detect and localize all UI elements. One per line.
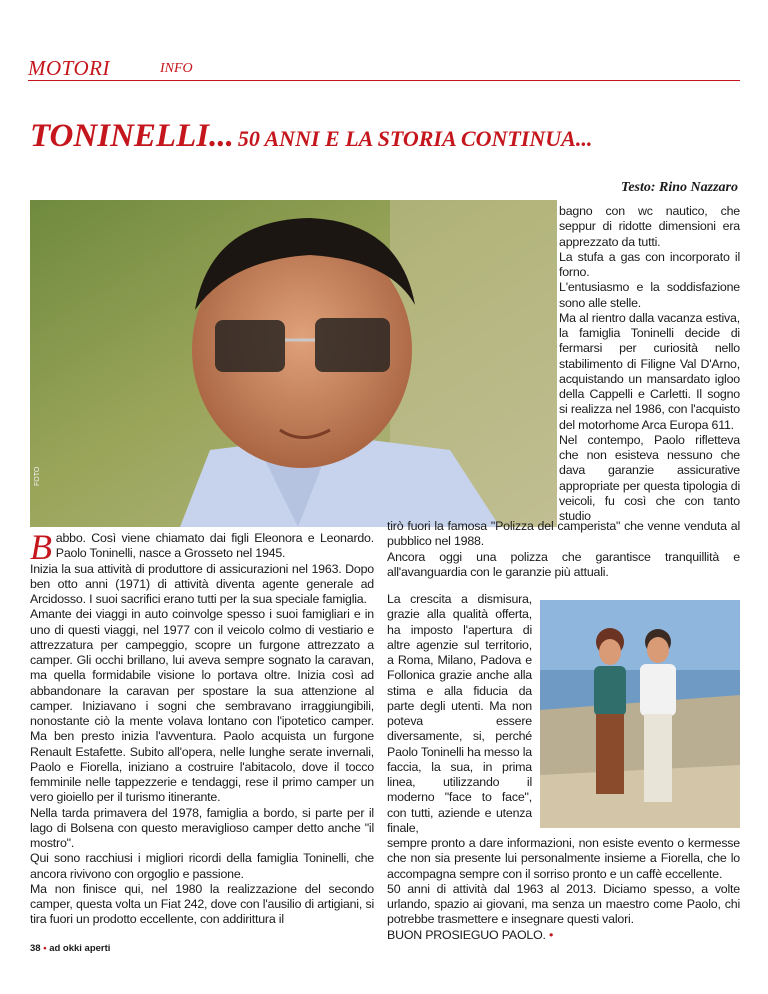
paragraph: Nel contempo, Paolo rifletteva che non esisteva nessuno che dava garanzie assicurative appropriate per questa tipologia di veicoli, fu così che con tanto studio [559, 432, 740, 523]
paragraph: L'entusiasmo e la soddisfazione sono alle stelle. [559, 280, 740, 310]
portrait-illustration [30, 200, 557, 527]
closing-paragraph [387, 928, 740, 943]
headline [30, 118, 592, 155]
page-number: 38 [30, 943, 41, 954]
magazine-name: ad okki aperti [49, 943, 111, 954]
portrait-photo [30, 200, 557, 527]
headline-main: TONINELLI... [30, 118, 234, 154]
closing-text: BUON PROSIEGUO PAOLO. [387, 927, 546, 942]
paragraph: Nella tarda primavera del 1978, famiglia a bordo, si parte per il lago di Bolsena con questo meraviglioso camper detto anche "il mostro". [30, 805, 374, 850]
drop-cap: B [30, 527, 52, 567]
paragraph: Amante dei viaggi in auto coinvolge spesso i suoi famigliari e in uno di questi viaggi, nel 1977 con il veicolo colmo di vestiario e attrezzatura per campeggio, scopre un furgone attrezzato a camper. Gli occhi brillano, lui aveva sempre sognato la caravan, ma quella formidabile visione lo portava oltre. Inizia così ad abbandonare la caravan per spostare la sua attenzione al camper. Iniziavano i sogni che sembravano irraggiungibili, nonostante ciò la mente volava lontano con l'ipotetico camper. Ma ben presto inizia l'avventura. Paolo acquista un furgone Renault Estafette. Subito all'opera, nelle lunghe serate invernali, Paolo e Fiorella, iniziano a costruire l'abitacolo, dove il tocco femminile nelle tappezzerie e tendaggi, rese il primo camper un vero gioiello per il turismo itinerante. [30, 607, 374, 805]
column-right-bottom [387, 836, 740, 943]
lead-paragraph [30, 527, 374, 567]
column-right-top [559, 204, 740, 524]
paragraph: Ancora oggi una polizza che garantisce tranquillità e all'avanguardia con le garanzie più attuali. [387, 549, 740, 579]
end-mark: • [549, 927, 554, 942]
section-header [28, 56, 740, 81]
headline-rest: 50 ANNI E LA STORIA CONTINUA... [237, 126, 593, 151]
paragraph: bagno con wc nautico, che seppur di ridotte dimensioni era apprezzato da tutti. [559, 204, 740, 249]
column-right-mid [387, 519, 740, 580]
footer-separator: • [43, 943, 47, 954]
column-left [30, 527, 374, 928]
column-right-narrow [387, 592, 532, 836]
photo-credit: FOTO [34, 466, 41, 486]
couple-illustration [540, 600, 740, 828]
paragraph: 50 anni di attività dal 1963 al 2013. Diciamo spesso, a volte urlando, spazio ai giovani, ma senza un maestro come Paolo, chi potrebbe trasmettere e insegnare questi valori. [387, 881, 740, 927]
page-footer [30, 943, 110, 954]
lead-text: abbo. Così viene chiamato dai figli Eleonora e Leonardo. Paolo Toninelli, nasce a Grosseto nel 1945. [55, 531, 374, 561]
section-sublabel: INFO [160, 61, 193, 76]
paragraph: tirò fuori la famosa "Polizza del camperista" che venne venduta al pubblico nel 1988. [387, 519, 740, 549]
paragraph: Ma al rientro dalla vacanza estiva, la famiglia Toninelli decide di fermarsi per curiosità nello stabilimento di Filigne Val D'Arno, acquistando un mansardato igloo della Cappelli e Carletti. Il sogno si realizza nel 1986, con l'acquisto del motorhome Arca Europa 611. [559, 310, 740, 432]
couple-photo [540, 600, 740, 828]
paragraph: Qui sono racchiusi i migliori ricordi della famiglia Toninelli, che ancora rivivono con orgoglio e passione. [30, 851, 374, 881]
paragraph: La crescita a dismisura, grazie alla qualità offerta, ha imposto l'apertura di altre agenzie sul territorio, a Roma, Milano, Padova e Follonica grazie anche alla stima e alla fiducia da parte degli utenti. Ma non poteva essere diversamente, si, perché Paolo Toninelli ha messo la faccia, la sua, in prima linea, utilizzando il moderno "face to face", con tutti, aziende e utenza finale, [387, 592, 532, 835]
paragraph: La stufa a gas con incorporato il forno. [559, 249, 740, 279]
paragraph: Inizia la sua attività di produttore di assicurazioni nel 1963. Dopo ben otto anni (1971) di attività diventa agente generale ad Arcidosso. I suoi sacrifici erano tutti per la sua speciale famiglia. [30, 561, 374, 606]
author-credit: Testo: Rino Nazzaro [621, 180, 738, 195]
paragraph: Ma non finisce qui, nel 1980 la realizzazione del secondo camper, questa volta un Fiat 242, dove con l'ausilio di artigiani, si tira fuori un prodotto eccellente, con addirittura il [30, 881, 374, 927]
paragraph: sempre pronto a dare informazioni, non esiste evento o kermesse che non sia presente lui personalmente insieme a Fiorella, che lo accompagna sempre con il sorriso pronto e un caffè eccellente. [387, 836, 740, 881]
section-label: MOTORI [28, 56, 110, 80]
